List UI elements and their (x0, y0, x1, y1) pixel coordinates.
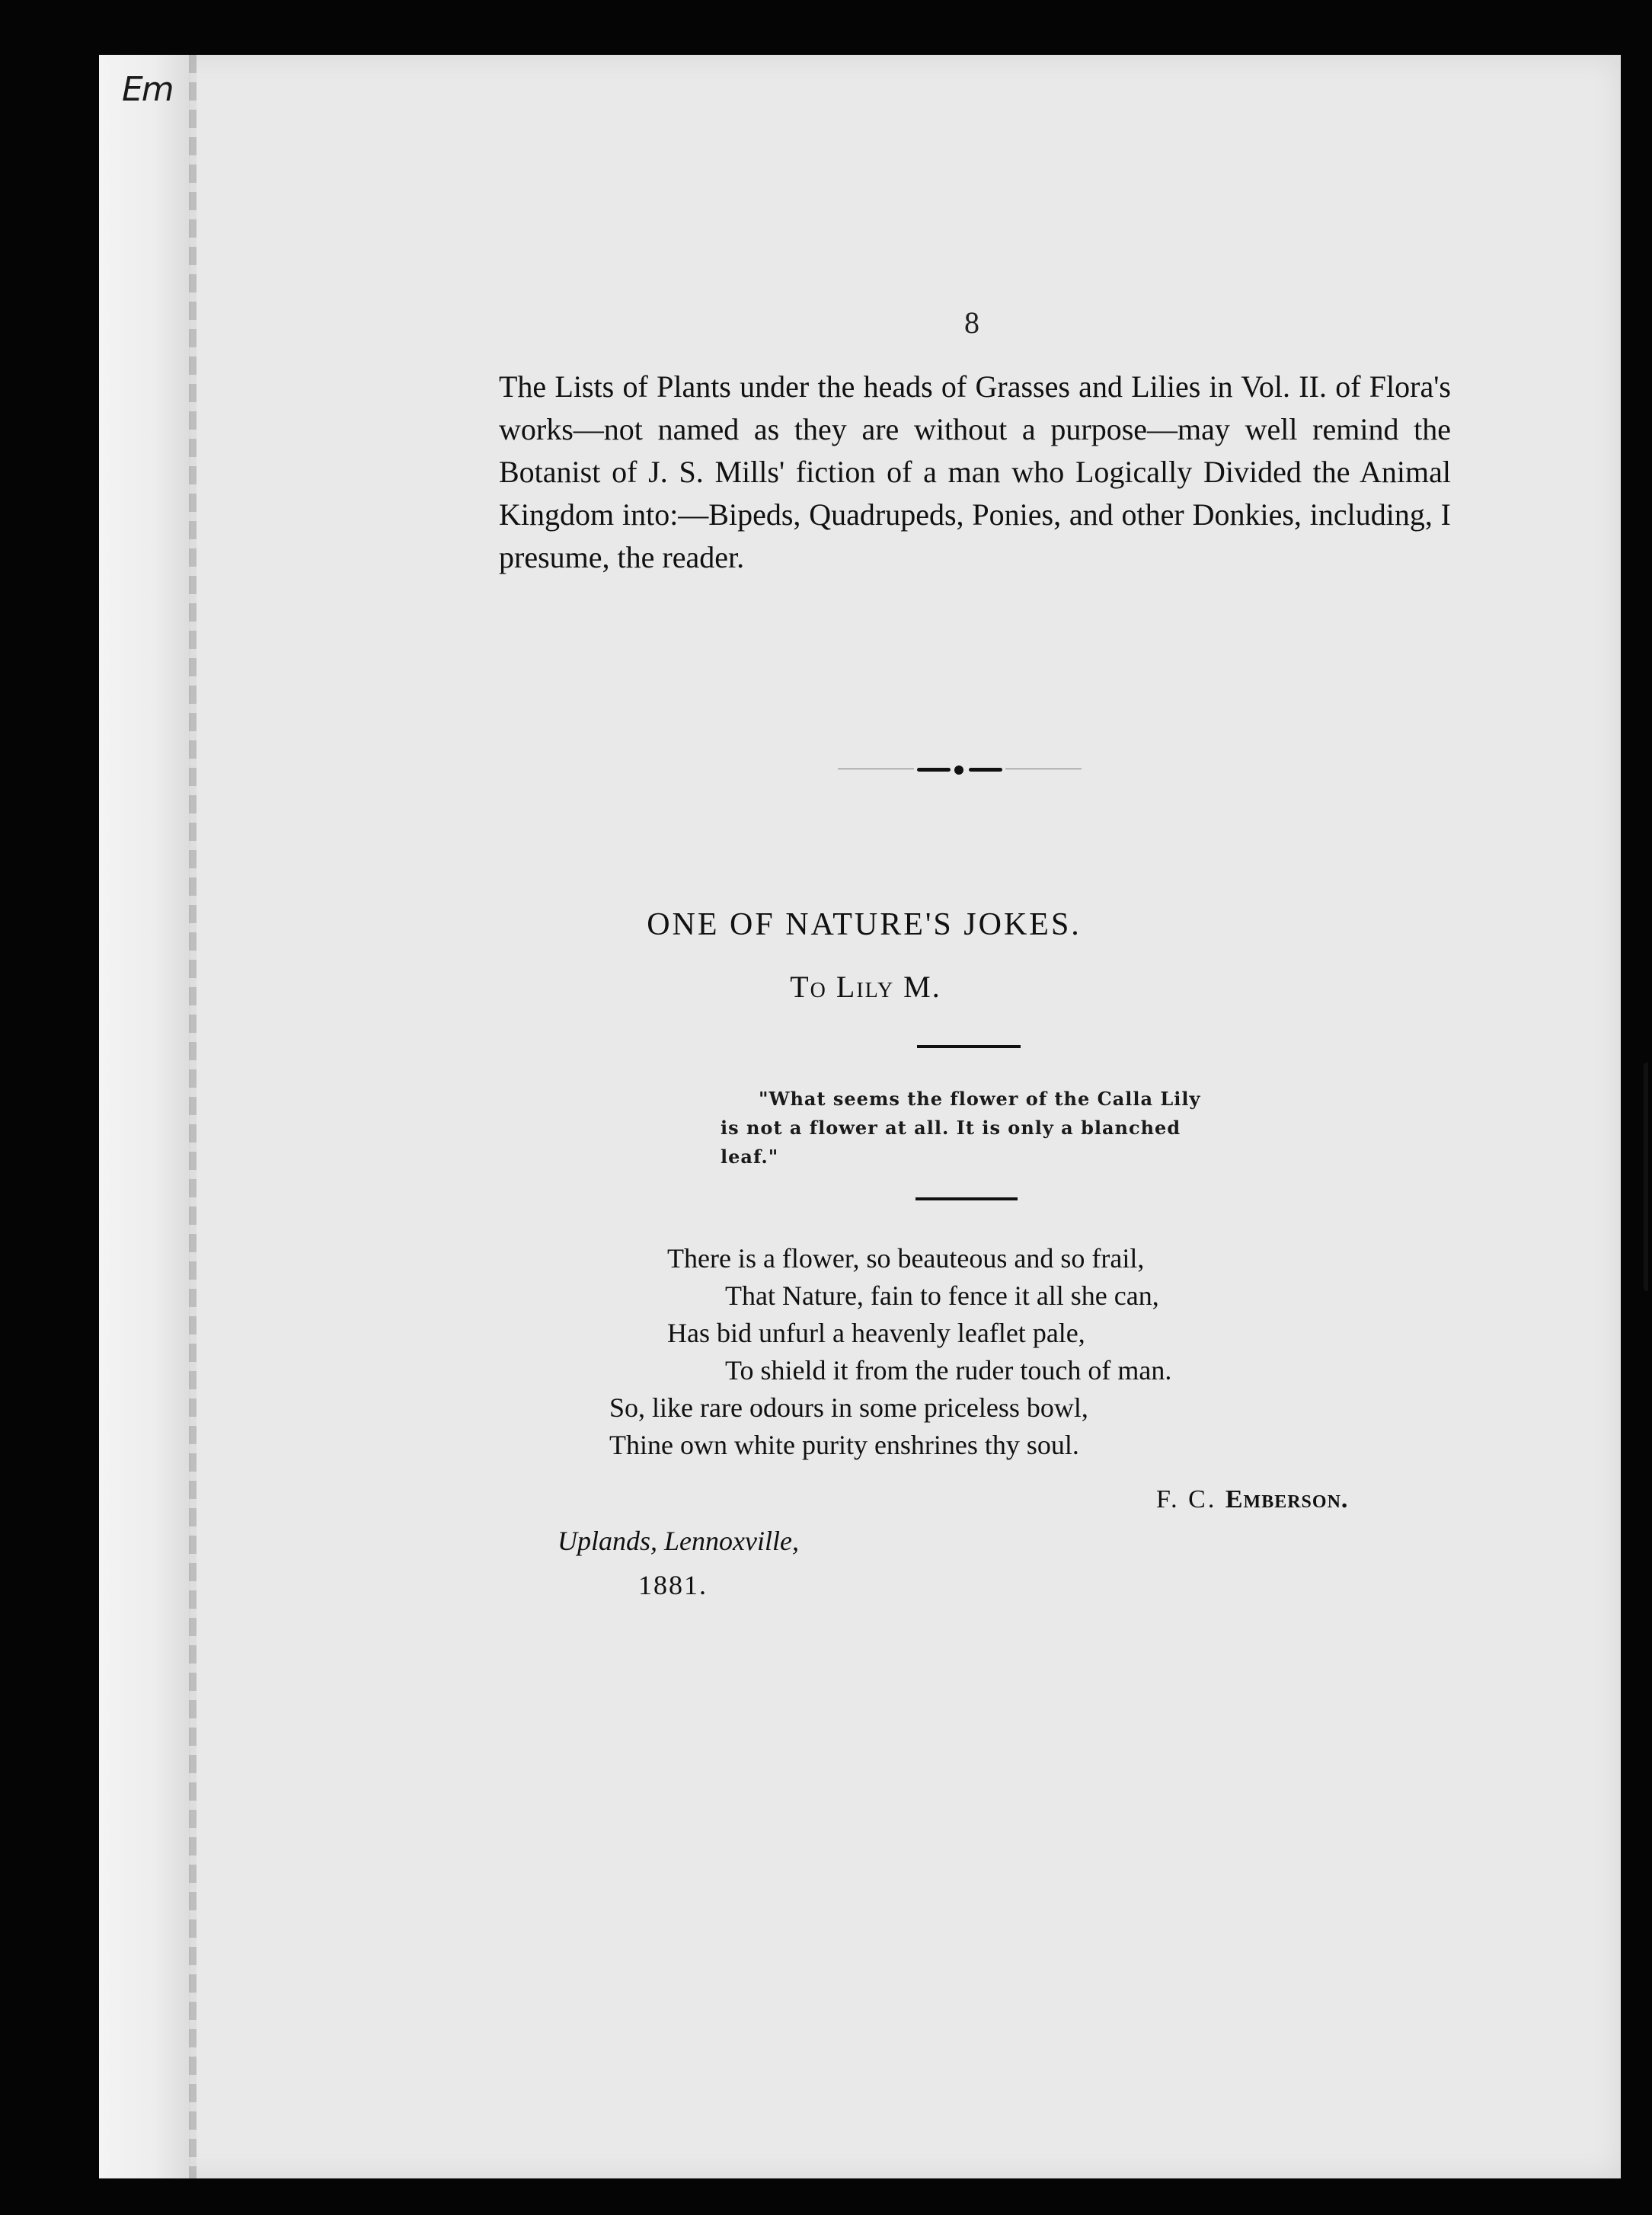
poem-line: Thine own white purity enshrines thy soul. (609, 1430, 1079, 1460)
poem-line: That Nature, fain to fence it all she can, (725, 1280, 1159, 1311)
poem-year: 1881. (638, 1570, 708, 1600)
epigraph-line: leaf." (721, 1146, 779, 1168)
divider-rule-bottom (915, 1197, 1018, 1200)
poem-dedication: To Lily M. (790, 970, 941, 1004)
poem-title: ONE OF NATURE'S JOKES. (647, 907, 1082, 942)
signature-initials: F. C. (1156, 1485, 1225, 1513)
divider-rule-top (917, 1045, 1021, 1048)
epigraph-line: "What seems the flower of the Calla Lily (759, 1088, 1201, 1110)
edge-mark (1644, 1063, 1652, 1291)
poem-body (609, 1240, 1371, 1464)
binding-edge (189, 55, 197, 2178)
poem-line: Has bid unfurl a heavenly leaflet pale, (667, 1318, 1085, 1348)
ornament-bar-right (969, 768, 1002, 772)
poem-signature (1156, 1485, 1348, 1514)
body-paragraph: The Lists of Plants under the heads of Grasses and Lilies in Vol. II. of Flora's works—not named as they are without a purpose—may well remind the Botanist of J. S. Mills' fiction of a man who Logically Divided the Animal Kingdom into:—Bipeds, Quadrupeds, Ponies, and other Donkies, including, I presume, the reader. (499, 369, 1451, 574)
poem-line: So, like rare odours in some priceless bowl, (609, 1392, 1088, 1423)
section-ornament (838, 762, 1082, 777)
poem-line: To shield it from the ruder touch of man. (725, 1355, 1172, 1386)
page-gutter (99, 55, 190, 2178)
page-number: 8 (964, 305, 979, 340)
poem-line: There is a flower, so beauteous and so frail, (667, 1243, 1145, 1274)
epigraph (721, 1085, 1223, 1171)
signature-name: Emberson. (1225, 1485, 1349, 1513)
ornament-center (914, 766, 1005, 773)
poem-place: Uplands, Lennoxville, (558, 1526, 799, 1556)
ornament-dot (954, 766, 963, 775)
epigraph-line: is not a flower at all. It is only a blanched (721, 1117, 1181, 1139)
ornament-bar-left (917, 768, 951, 772)
handwritten-margin-note: Em (122, 70, 173, 109)
